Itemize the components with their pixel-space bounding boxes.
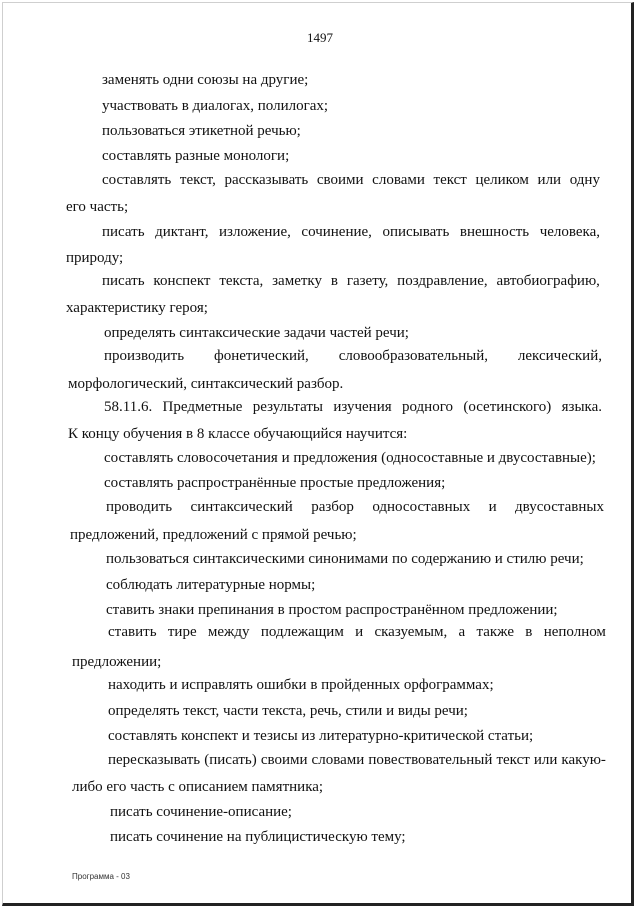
word: тире [167,624,197,640]
justified-line [104,346,602,366]
word: составлять [102,172,172,188]
text-line: составлять разные монологи; [102,148,290,164]
word: писать [102,273,145,289]
text-line: пользоваться синтаксическими синонимами по содержанию и стилю речи; [106,551,584,567]
word: какую- [561,752,606,768]
word: родного [401,399,453,415]
word: также [476,624,514,640]
word: в [525,624,533,640]
word: разбор [311,499,354,515]
word: словами [311,752,365,768]
text-line: предложений, предложений с прямой речью; [70,527,357,543]
word: текста, [219,273,264,289]
justified-line [102,222,600,242]
word: человека, [539,224,600,240]
word: газету, [346,273,389,289]
word: конспект [153,273,211,289]
text-line: его часть; [66,199,129,215]
word: писать [102,224,145,240]
text-line: пользоваться этикетной речью; [102,123,301,139]
word: текст [496,752,530,768]
word: текст, [179,172,216,188]
word: ставить [108,624,157,640]
text-line: составлять словосочетания и предложения (односоставные и двусоставные); [104,450,596,466]
word: подлежащим [260,624,344,640]
word: (писать) [204,752,257,768]
word: своими [316,172,364,188]
text-line: определять текст, части текста, речь, стили и виды речи; [108,703,468,719]
word: текст [433,172,467,188]
word: заметку [272,273,322,289]
text-line: находить и исправлять ошибки в пройденных орфограммах; [108,677,494,693]
word: словами [372,172,425,188]
text-line: характеристику героя; [66,300,208,316]
word: или [537,172,562,188]
text-line: предложении; [72,654,162,670]
word: 58.11.6. [104,399,153,415]
text-line: участвовать в диалогах, полилогах; [102,98,329,114]
text-line: морфологический, синтаксический разбор. [68,376,344,392]
word: неполном [543,624,606,640]
text-line: К концу обучения в 8 классе обучающийся научится: [68,426,408,442]
word: между [207,624,250,640]
word: фонетический, [213,348,309,364]
page-number: 1497 [307,30,333,45]
justified-line [104,397,602,417]
word: результаты [252,399,323,415]
word: производить [104,348,185,364]
word: изучения [333,399,392,415]
word: внешность [459,224,530,240]
word: сказуемым, [374,624,448,640]
word: односоставных [372,499,471,515]
word: рассказывать [224,172,309,188]
word: лексический, [517,348,602,364]
word: (осетинского) [463,399,552,415]
word: своими [260,752,308,768]
word: поздравление, [397,273,488,289]
word: а [458,624,466,640]
word: одну [569,172,600,188]
text-line: либо его часть с описанием памятника; [72,779,324,795]
word: Предметные [162,399,243,415]
text-line: заменять одни союзы на другие; [102,72,309,88]
footer-label: Программа - 03 [72,872,130,881]
word: автобиографию, [496,273,600,289]
word: описывать [382,224,450,240]
text-line: писать сочинение-описание; [110,804,292,820]
justified-line [102,170,600,190]
justified-line [102,271,600,291]
word: изложение, [219,224,291,240]
word: целиком [475,172,529,188]
text-line: писать сочинение на публицистическую тему; [110,829,406,845]
word: в [330,273,338,289]
text-line: составлять распространённые простые предложения; [104,475,446,491]
word: двусоставных [515,499,604,515]
justified-line [108,750,606,770]
word: повествовательный [368,752,493,768]
word: синтаксический [190,499,293,515]
word: пересказывать [108,752,201,768]
text-line: составлять конспект и тезисы из литературно-критической статьи; [108,728,534,744]
justified-line [108,622,606,642]
text-line: соблюдать литературные нормы; [106,577,316,593]
text-line: ставить знаки препинания в простом распространённом предложении; [106,602,558,618]
text-line: природу; [66,250,124,266]
word: и [488,499,497,515]
word: или [533,752,558,768]
word: сочинение, [301,224,372,240]
word: языка. [561,399,602,415]
word: словообразовательный, [338,348,489,364]
justified-line [106,497,604,517]
word: диктант, [155,224,209,240]
word: и [355,624,364,640]
text-line: определять синтаксические задачи частей речи; [104,325,409,341]
word: проводить [106,499,173,515]
